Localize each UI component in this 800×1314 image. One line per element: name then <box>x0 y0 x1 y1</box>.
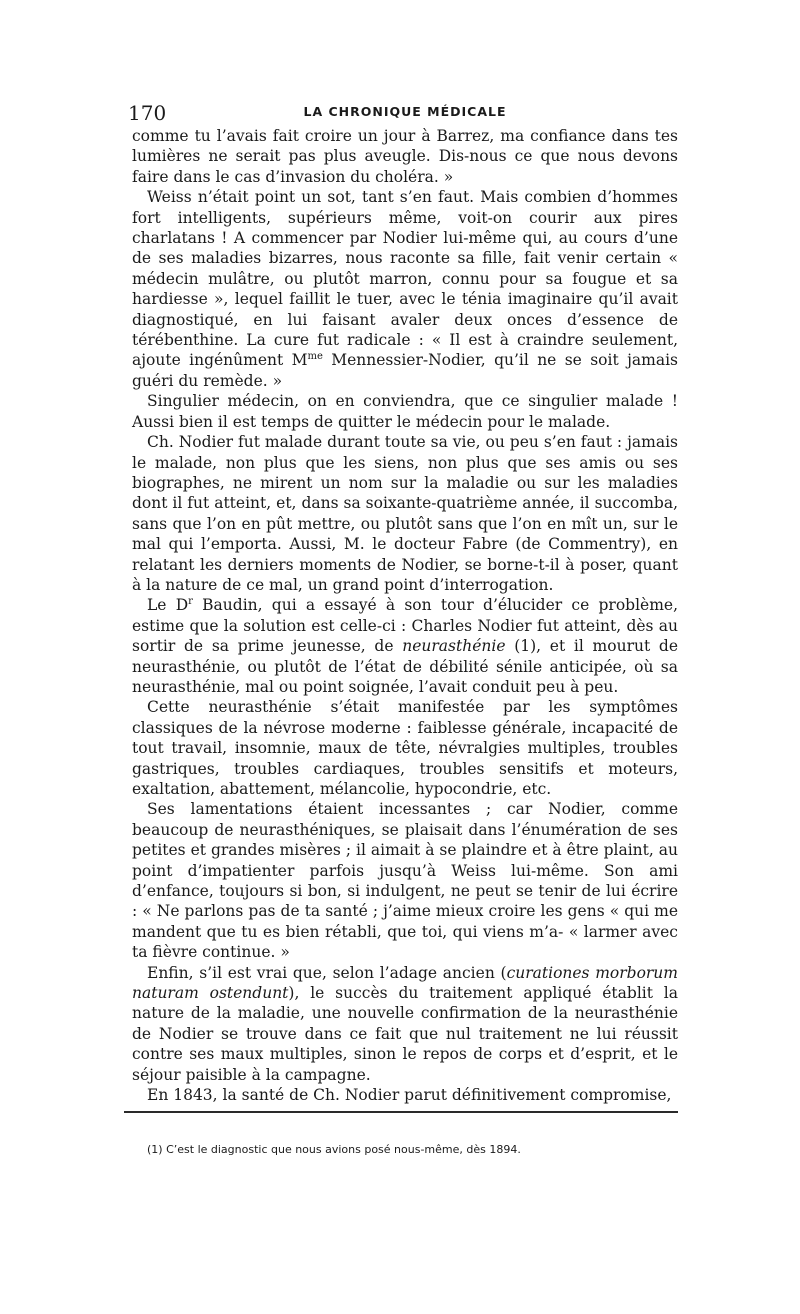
body-text <box>132 126 678 1106</box>
paragraph: En 1843, la santé de Ch. Nodier parut définitivement compromise, <box>147 1086 672 1105</box>
footnote-rule <box>124 1111 678 1113</box>
journal-title: LA CHRONIQUE MÉDICALE <box>303 104 507 119</box>
paragraph: Enfin, s’il est vrai que, selon l’adage ancien (curationes morborum naturam ostendunt), le succès du traitement appliqué établit la nature de la maladie, une nouvelle confirmation de la neurasthénie de Nodier se trouve dans ce fait que nul traitement ne lui réussit contre ses maux multiples, sinon le repos de corps et d’esprit, et le séjour paisible à la campagne. <box>132 963 678 1084</box>
paragraph: Ch. Nodier fut malade durant toute sa vie, ou peu s’en faut : jamais le malade, non plus que les siens, non plus que ses amis ou ses biographes, ne mirent un nom sur la maladie ou sur les maladies dont il fut atteint, et, dans sa soixante-quatrième année, il succomba, sans que l’on en pût mettre, ou plutôt sans que l’on en mît un, sur le mal qui l’emporta. Aussi, M. le docteur Fabre (de Commentry), en relatant les derniers moments de Nodier, se borne-t-il à poser, quant à la nature de ce mal, un grand point d’interrogation. <box>132 433 678 594</box>
paragraph: Singulier médecin, on en conviendra, que ce singulier malade ! Aussi bien il est temps de quitter le médecin pour le malade. <box>132 392 678 431</box>
italic-term: neurasthénie <box>402 637 506 656</box>
superscript: r <box>188 596 193 608</box>
paragraph: Weiss n’était point un sot, tant s’en faut. Mais combien d’hommes fort intelligents, supérieurs même, voit-on courir aux pires charlatans ! A commencer par Nodier lui-même qui, au cours d’une de ses maladies bizarres, nous raconte sa fille, fait venir certain « médecin mulâtre, ou plutôt marron, connu pour sa fougue et sa hardiesse », lequel faillit le tuer, avec le ténia imaginaire qu’il avait diagnostiqué, en lui faisant avaler deux onces d’essence de térébenthine. La cure fut radicale : « Il est à craindre seulement, ajoute ingénûment $M^{me}$ Mennessier-Nodier, qu’il ne se soit jamais guéri du remède. » <box>132 188 678 390</box>
document-page <box>128 100 678 1106</box>
latin-quote: curationes morborum naturam ostendunt <box>132 963 678 1003</box>
paragraph: Ses lamentations étaient incessantes ; car Nodier, comme beaucoup de neurasthéniques, se plaisait dans l’énumération de ses petites et grandes misères ; il aimait à se plaindre et à être plaint, au point d’impatienter parfois jusqu’à Weiss lui-même. Son ami d’enfance, toujours si bon, si indulgent, ne peut se tenir de lui écrire : « Ne parlons pas de ta santé ; j’aime mieux croire les gens « qui me mandent que tu es bien rétabli, que toi, qui viens m’a- « larmer avec ta fièvre continue. » <box>132 800 678 962</box>
paragraph: comme tu l’avais fait croire un jour à Barrez, ma confiance dans tes lumières ne serait pas plus aveugle. Dis-nous ce que nous devons faire dans le cas d’invasion du choléra. » <box>132 127 678 186</box>
paragraph: Le $D^r$ Baudin, qui a essayé à son tour d’élucider ce problème, estime que la solution est celle-ci : Charles Nodier fut atteint, dès au sortir de sa prime jeunesse, de neurasthénie (1), et il mourut de neurasthénie, ou plutôt de l’état de débilité sénile anticipée, où sa neurasthénie, mal ou point soignée, l’avait conduit peu à peu. <box>132 596 678 696</box>
running-head <box>128 100 678 126</box>
paragraph: Cette neurasthénie s’était manifestée par les symptômes classiques de la névrose moderne : faiblesse générale, incapacité de tout travail, insomnie, maux de tête, névralgies multiples, troubles gastriques, troubles cardiaques, troubles sensitifs et moteurs, exaltation, abattement, mélancolie, hypocondrie, etc. <box>132 698 678 798</box>
superscript: me <box>307 351 323 363</box>
page-number: 170 <box>128 101 167 125</box>
footnote: (1) C’est le diagnostic que nous avions posé nous-même, dès 1894. <box>147 1143 521 1156</box>
